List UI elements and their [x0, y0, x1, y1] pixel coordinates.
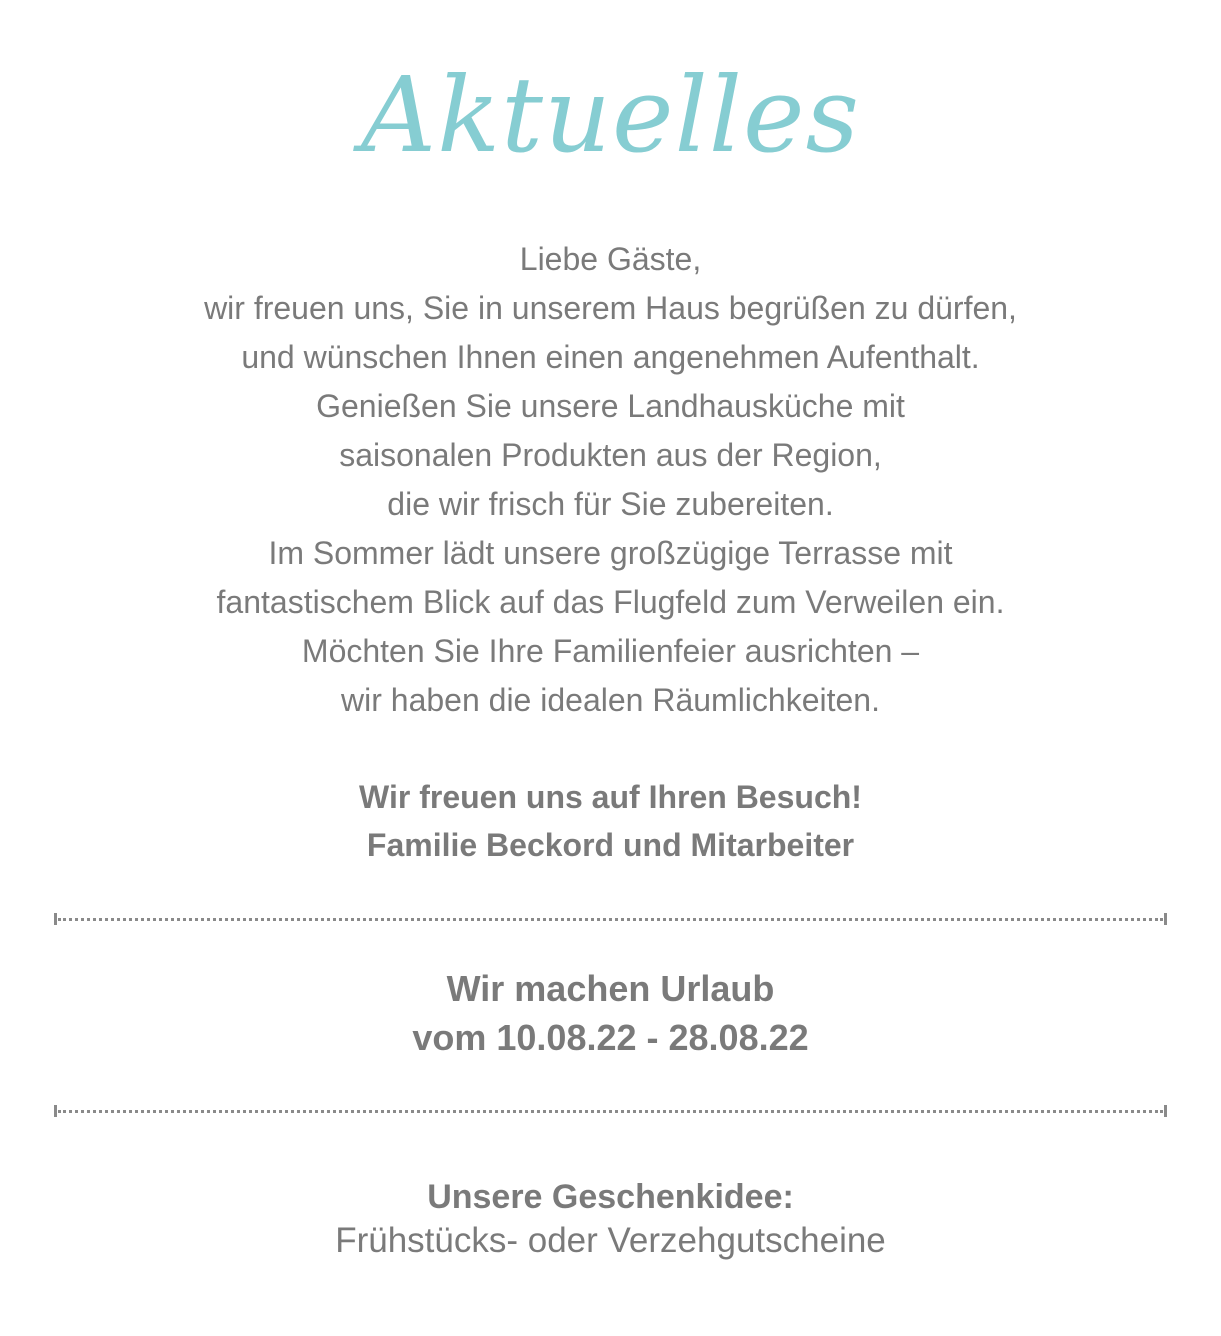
signoff-greeting: Wir freuen uns auf Ihren Besuch! [359, 779, 862, 815]
intro-line: wir haben die idealen Räumlichkeiten. [341, 682, 880, 718]
gift-text: Frühstücks- oder Verzehgutscheine [335, 1221, 886, 1260]
divider-cap [54, 913, 57, 925]
intro-line: saisonalen Produkten aus der Region, [339, 437, 882, 473]
divider-dots [58, 918, 1163, 921]
dotted-divider [54, 1105, 1167, 1117]
dotted-divider [54, 913, 1167, 925]
divider-dots [58, 1110, 1163, 1113]
intro-line: die wir frisch für Sie zubereiten. [387, 486, 834, 522]
vacation-dates: vom 10.08.22 - 28.08.22 [412, 1017, 809, 1058]
divider-cap [1164, 1105, 1167, 1117]
intro-line: Im Sommer lädt unsere großzügige Terrasse mit [268, 535, 953, 571]
vacation-heading: Wir machen Urlaub [446, 968, 775, 1009]
intro-line: Möchten Sie Ihre Familienfeier ausrichten – [301, 633, 920, 669]
divider-cap [54, 1105, 57, 1117]
intro-line: wir freuen uns, Sie in unserem Haus begrüßen zu dürfen, [204, 290, 1017, 326]
intro-line: fantastischem Blick auf das Flugfeld zum Verweilen ein. [216, 584, 1005, 620]
intro-line: Liebe Gäste, [519, 241, 702, 277]
intro-text [0, 235, 1221, 725]
signoff-signature: Familie Beckord und Mitarbeiter [366, 827, 855, 863]
gift-heading: Unsere Geschenkidee: [427, 1178, 794, 1216]
page-title: Aktuelles [361, 54, 860, 176]
intro-line: Genießen Sie unsere Landhausküche mit [316, 388, 905, 424]
gift-idea [0, 1175, 1221, 1263]
divider-cap [1164, 913, 1167, 925]
signoff [0, 773, 1221, 869]
intro-line: und wünschen Ihnen einen angenehmen Aufenthalt. [241, 339, 980, 375]
vacation-notice [0, 964, 1221, 1062]
